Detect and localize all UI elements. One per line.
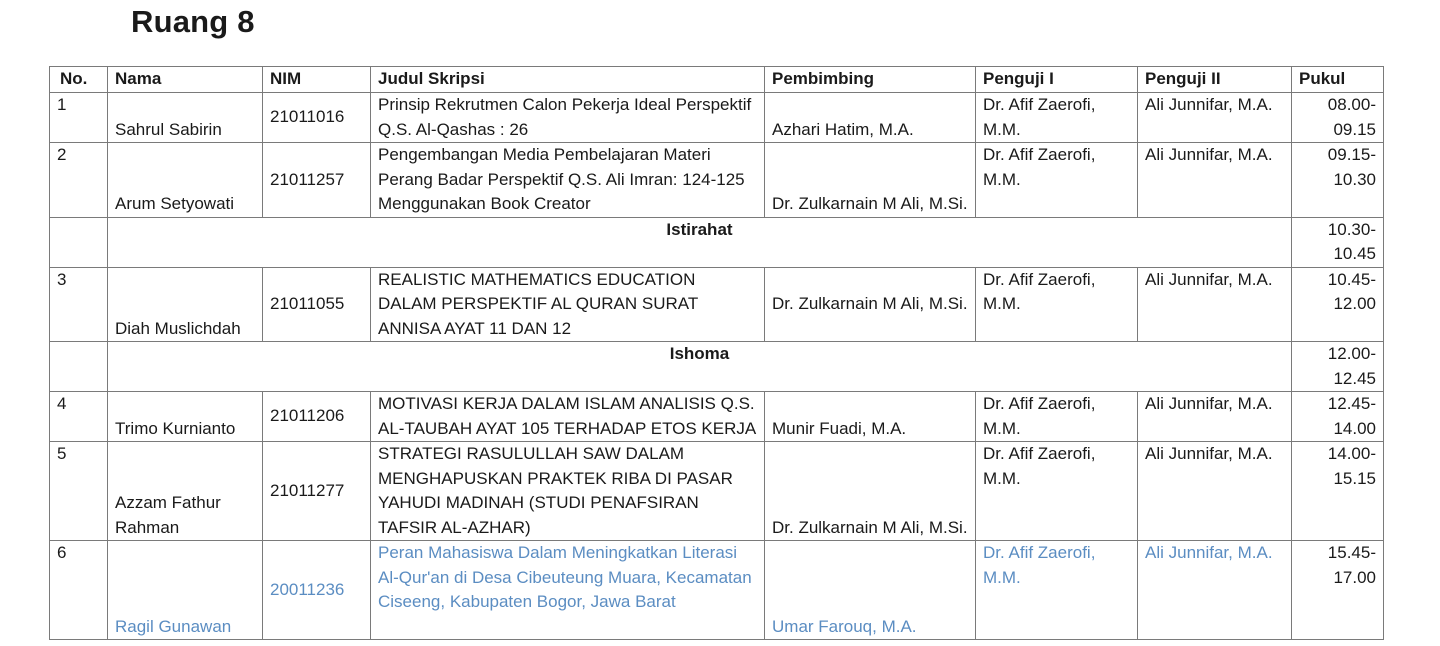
time-end: 09.15 xyxy=(1333,119,1376,139)
examiner-2: Ali Junnifar, M.A. xyxy=(1138,541,1292,640)
row-number: 3 xyxy=(50,267,108,342)
break-empty-cell xyxy=(50,217,108,267)
examiner-2: Ali Junnifar, M.A. xyxy=(1138,392,1292,442)
examiner-1: Dr. Afif Zaerofi, M.M. xyxy=(976,267,1138,342)
header-penguji-1: Penguji I xyxy=(976,67,1138,93)
header-nama: Nama xyxy=(108,67,263,93)
thesis-title: MOTIVASI KERJA DALAM ISLAM ANALISIS Q.S. AL-TAUBAH AYAT 105 TERHADAP ETOS KERJA xyxy=(371,392,765,442)
supervisor: Dr. Zulkarnain M Ali, M.Si. xyxy=(765,267,976,342)
supervisor: Dr. Zulkarnain M Ali, M.Si. xyxy=(765,442,976,541)
row-number: 5 xyxy=(50,442,108,541)
time-start: 10.30- xyxy=(1327,219,1376,239)
time-start: 10.45- xyxy=(1327,269,1376,289)
time-end: 10.45 xyxy=(1333,244,1376,263)
header-nim: NIM xyxy=(263,67,371,93)
thesis-title: STRATEGI RASULULLAH SAW DALAM MENGHAPUSKAN PRAKTEK RIBA DI PASAR YAHUDI MADINAH (STUDI PENAFSIRAN TAFSIR AL-AZHAR) xyxy=(371,442,765,541)
header-row xyxy=(50,67,1384,93)
time-slot xyxy=(1292,143,1384,218)
supervisor: Munir Fuadi, M.A. xyxy=(765,392,976,442)
header-penguji-2: Penguji II xyxy=(1138,67,1292,93)
table-row xyxy=(50,392,1384,442)
supervisor: Azhari Hatim, M.A. xyxy=(765,93,976,143)
student-nim: 21011016 xyxy=(263,93,371,143)
break-label: Ishoma xyxy=(108,342,1292,392)
table-row xyxy=(50,442,1384,541)
examiner-2: Ali Junnifar, M.A. xyxy=(1138,442,1292,541)
student-name: Sahrul Sabirin xyxy=(108,93,263,143)
examiner-1: Dr. Afif Zaerofi, M.M. xyxy=(976,143,1138,218)
time-end: 15.15 xyxy=(1333,468,1376,488)
header-pukul: Pukul xyxy=(1292,67,1384,93)
supervisor: Umar Farouq, M.A. xyxy=(765,541,976,640)
time-slot xyxy=(1292,541,1384,640)
student-name: Ragil Gunawan xyxy=(108,541,263,640)
row-number: 1 xyxy=(50,93,108,143)
examiner-2: Ali Junnifar, M.A. xyxy=(1138,93,1292,143)
break-label: Istirahat xyxy=(108,217,1292,267)
student-name: Azzam Fathur Rahman xyxy=(108,442,263,541)
row-number: 4 xyxy=(50,392,108,442)
student-name: Arum Setyowati xyxy=(108,143,263,218)
time-slot xyxy=(1292,93,1384,143)
time-end: 10.30 xyxy=(1333,169,1376,189)
examiner-1: Dr. Afif Zaerofi, M.M. xyxy=(976,93,1138,143)
thesis-title: Prinsip Rekrutmen Calon Pekerja Ideal Perspektif Q.S. Al-Qashas : 26 xyxy=(371,93,765,143)
break-row xyxy=(50,217,1384,267)
supervisor: Dr. Zulkarnain M Ali, M.Si. xyxy=(765,143,976,218)
thesis-title: Peran Mahasiswa Dalam Meningkatkan Literasi Al-Qur'an di Desa Cibeuteung Muara, Kecamatan Ciseeng, Kabupaten Bogor, Jawa Barat xyxy=(371,541,765,640)
row-number: 2 xyxy=(50,143,108,218)
examiner-2: Ali Junnifar, M.A. xyxy=(1138,267,1292,342)
time-end: 17.00 xyxy=(1333,567,1376,587)
examiner-2: Ali Junnifar, M.A. xyxy=(1138,143,1292,218)
examiner-1: Dr. Afif Zaerofi, M.M. xyxy=(976,392,1138,442)
time-start: 12.00- xyxy=(1327,344,1376,363)
table-row xyxy=(50,267,1384,342)
time-start: 14.00- xyxy=(1327,444,1376,463)
student-nim: 21011277 xyxy=(263,442,371,541)
time-end: 12.45 xyxy=(1333,368,1376,388)
examiner-1: Dr. Afif Zaerofi, M.M. xyxy=(976,442,1138,541)
page-title: Ruang 8 xyxy=(131,4,255,39)
student-nim: 21011206 xyxy=(263,392,371,442)
time-end: 14.00 xyxy=(1333,418,1376,438)
row-number: 6 xyxy=(50,541,108,640)
time-start: 08.00- xyxy=(1327,95,1376,114)
table-row xyxy=(50,93,1384,143)
time-slot xyxy=(1292,342,1384,392)
time-end: 12.00 xyxy=(1333,294,1376,313)
time-slot xyxy=(1292,217,1384,267)
exam-schedule-table xyxy=(49,66,1384,640)
time-start: 15.45- xyxy=(1327,543,1376,562)
thesis-title: Pengembangan Media Pembelajaran Materi Perang Badar Perspektif Q.S. Ali Imran: 124-125 Menggunakan Book Creator xyxy=(371,143,765,218)
student-nim: 21011055 xyxy=(263,267,371,342)
student-nim: 20011236 xyxy=(263,541,371,640)
table-row xyxy=(50,541,1384,640)
break-row xyxy=(50,342,1384,392)
time-slot xyxy=(1292,392,1384,442)
time-slot xyxy=(1292,442,1384,541)
time-start: 09.15- xyxy=(1327,145,1376,164)
student-nim: 21011257 xyxy=(263,143,371,218)
table-row xyxy=(50,143,1384,218)
break-empty-cell xyxy=(50,342,108,392)
student-name: Diah Muslichdah xyxy=(108,267,263,342)
time-start: 12.45- xyxy=(1327,394,1376,413)
header-no: No. xyxy=(50,67,108,93)
student-name: Trimo Kurnianto xyxy=(108,392,263,442)
examiner-1: Dr. Afif Zaerofi, M.M. xyxy=(976,541,1138,640)
header-judul-skripsi: Judul Skripsi xyxy=(371,67,765,93)
header-pembimbing: Pembimbing xyxy=(765,67,976,93)
thesis-title: REALISTIC MATHEMATICS EDUCATION DALAM PERSPEKTIF AL QURAN SURAT ANNISA AYAT 11 DAN 12 xyxy=(371,267,765,342)
time-slot xyxy=(1292,267,1384,342)
